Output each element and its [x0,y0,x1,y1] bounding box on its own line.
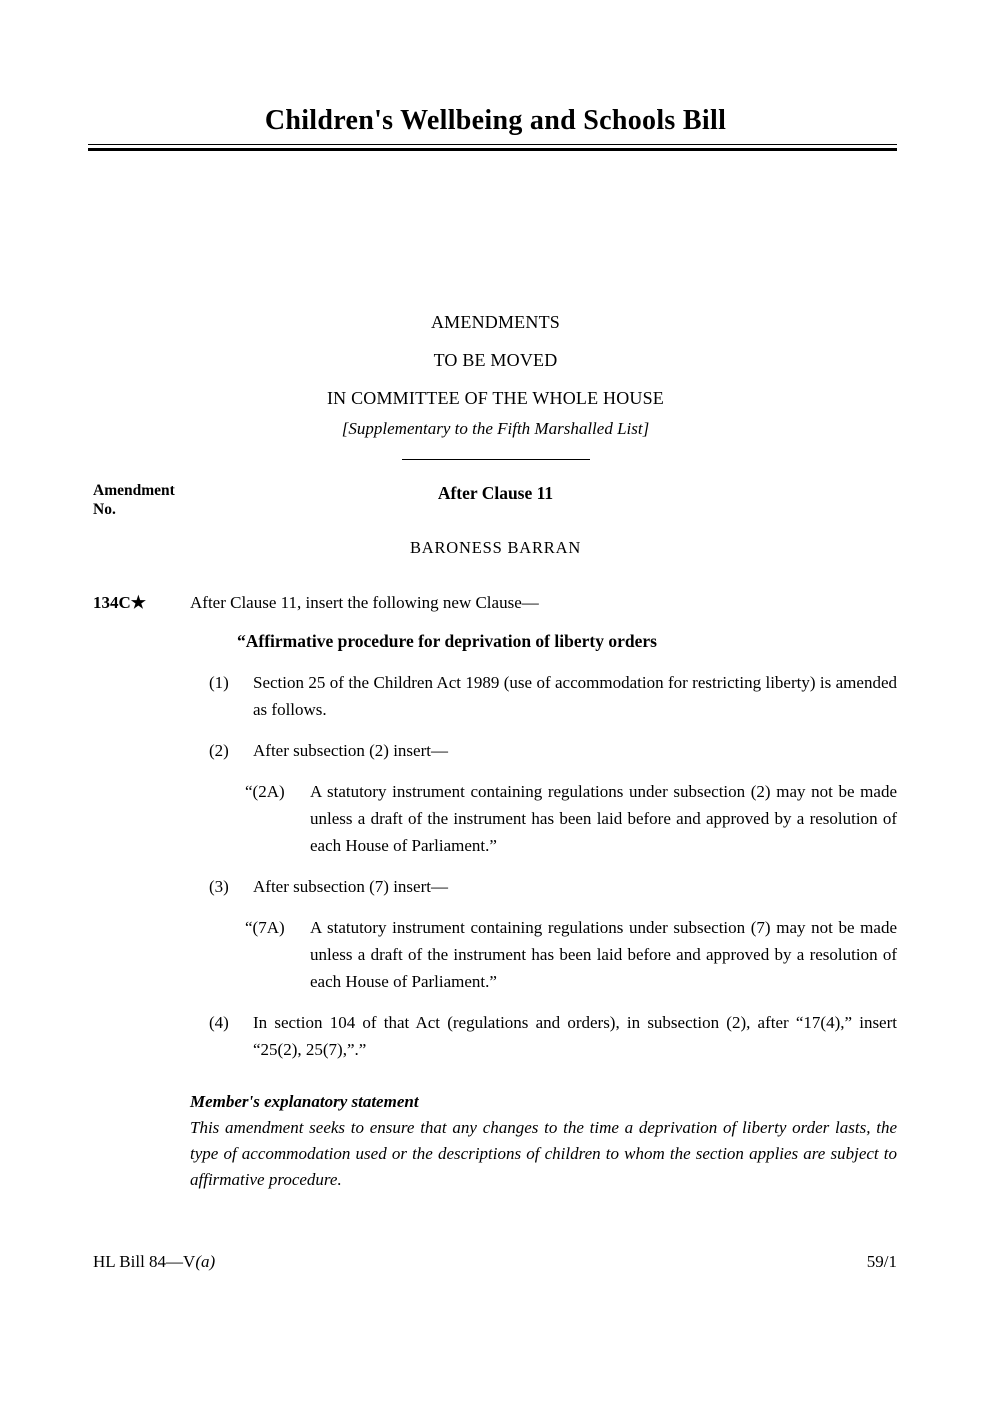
subsection-text: Section 25 of the Children Act 1989 (use of accommodation for restricting liberty) is amended as follows. [253,673,897,719]
subsection-3 [209,873,897,900]
subsection-number: (4) [209,1013,229,1032]
subsection-text: After subsection (2) insert— [253,741,448,760]
amendment-no-label: Amendment No. [93,482,175,518]
explanatory-statement-text: This amendment seeks to ensure that any changes to the time a deprivation of liberty order lasts, the type of accommodation used or the descriptions of children to whom the section applies are subject to affirmative procedure. [190,1118,897,1189]
subsection-4 [209,1009,897,1063]
amendment-body [93,589,897,1063]
page-footer [93,1252,897,1272]
clause-header-row [0,483,991,523]
amendment-instruction: After Clause 11, insert the following new Clause— [190,593,539,612]
preamble-line-committee: IN COMMITTEE OF THE WHOLE HOUSE [326,388,664,408]
explanatory-statement-heading: Member's explanatory statement [190,1092,419,1111]
inserted-subsection-text: A statutory instrument containing regulations under subsection (2) may not be made unless a draft of the instrument has been laid before and approved by a resolution of each House of Parliament.” [310,782,897,855]
preamble-line-amendments: AMENDMENTS [430,312,560,332]
new-amendment-star-icon: ★ [130,593,147,612]
inserted-text-2A [245,778,897,859]
subsection-number: (1) [209,673,229,692]
subsection-text: In section 104 of that Act (regulations and orders), in subsection (2), after “17(4),” insert “25(2), 25(7),”.” [253,1013,897,1059]
inserted-text-7A [245,914,897,995]
amendment-instruction-row [93,589,897,616]
title-double-rule [88,144,897,151]
subsection-1 [209,669,897,723]
inserted-subsection-text: A statutory instrument containing regulations under subsection (7) may not be made unless a draft of the instrument has been laid before and approved by a resolution of each House of Parliament.” [310,918,897,991]
place-heading: After Clause 11 [437,483,554,503]
subsection-number: (3) [209,877,229,896]
subsection-text: After subsection (7) insert— [253,877,448,896]
subsection-number: (2) [209,741,229,760]
page-title: Children's Wellbeing and Schools Bill [264,105,727,136]
explanatory-statement [190,1089,897,1193]
section-divider-rule [402,459,590,460]
inserted-subsection-number: “(2A) [245,782,285,801]
subsection-2 [209,737,897,764]
preamble [0,303,991,417]
marshalled-list-note: [Supplementary to the Fifth Marshalled List] [341,419,650,438]
new-clause-heading: “Affirmative procedure for deprivation of liberty orders [237,631,657,651]
inserted-subsection-number: “(7A) [245,918,285,937]
mover-name: BARONESS BARRAN [409,538,582,557]
sheet-number: 59/1 [866,1252,897,1271]
bill-reference: HL Bill 84—V(a) [93,1252,216,1271]
preamble-line-to-be-moved: TO BE MOVED [433,350,558,370]
amendment-number: 134C★ [93,593,147,612]
